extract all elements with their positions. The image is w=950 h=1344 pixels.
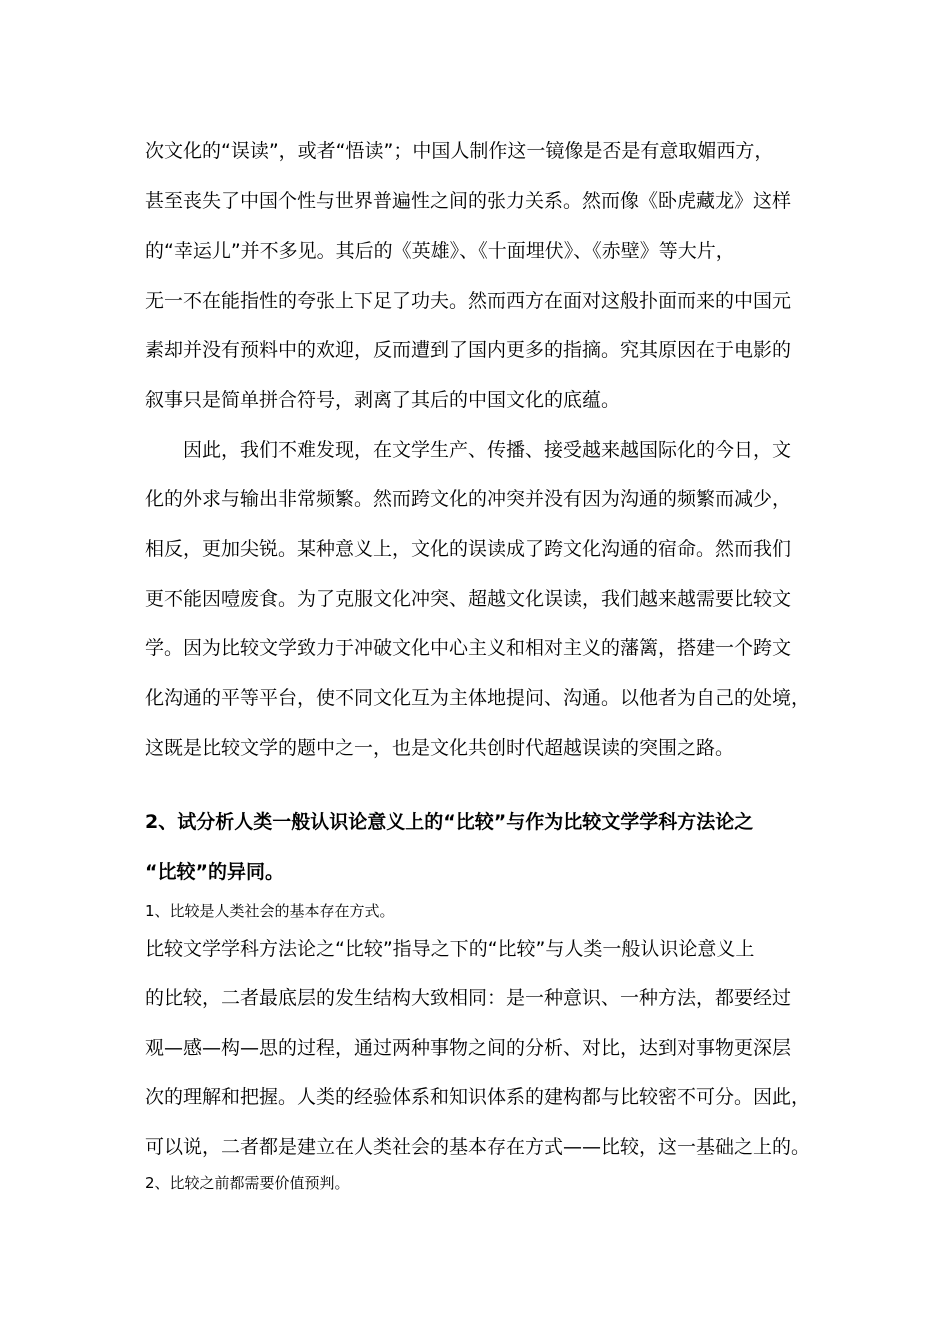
text-line: 甚至丧失了中国个性与世界普遍性之间的张力关系。然而像《卧虎藏龙》这样: [145, 190, 792, 212]
text-line: 更不能因噎废食。为了克服文化冲突、超越文化误读，我们越来越需要比较文: [145, 588, 792, 610]
text-line: 的“幸运儿”并不多见。其后的《英雄》、《十面埋伏》、《赤壁》等大片，: [145, 240, 735, 262]
text-line: 相反，更加尖锐。某种意义上，文化的误读成了跨文化沟通的宿命。然而我们: [145, 538, 792, 560]
text-line: 化的外求与输出非常频繁。然而跨文化的冲突并没有因为沟通的频繁而减少，: [145, 488, 792, 510]
text-line: 次文化的“误读”，或者“悟读”；中国人制作这一镜像是否是有意取媚西方，: [145, 140, 774, 162]
text-line: 无一不在能指性的夸张上下足了功夫。然而西方在面对这般扑面而来的中国元: [145, 290, 792, 312]
text-line: 的比较，二者最底层的发生结构大致相同：是一种意识、一种方法，都要经过: [145, 987, 792, 1009]
text-line: 素却并没有预料中的欢迎，反而遭到了国内更多的指摘。究其原因在于电影的: [145, 339, 792, 361]
text-line: 这既是比较文学的题中之一，也是文化共创时代超越误读的突围之路。: [145, 737, 735, 759]
text-line: 比较文学学科方法论之“比较”指导之下的“比较”与人类一般认识论意义上: [145, 938, 755, 960]
question-line: “比较”的异同。: [145, 861, 284, 883]
text-line: 观—感—构—思的过程，通过两种事物之间的分析、对比，达到对事物更深层: [145, 1037, 792, 1059]
text-line: 化沟通的平等平台，使不同文化互为主体地提问、沟通。以他者为自己的处境，: [145, 687, 811, 709]
text-line: 因此，我们不难发现，在文学生产、传播、接受越来越国际化的今日，文: [183, 439, 792, 461]
text-line: 学。因为比较文学致力于冲破文化中心主义和相对主义的藩篱，搭建一个跨文: [145, 637, 792, 659]
question-line: 2、试分析人类一般认识论意义上的“比较”与作为比较文学学科方法论之: [145, 811, 754, 833]
point-2-heading: 2、比较之前都需要价值预判。: [145, 1174, 350, 1192]
text-line: 次的理解和把握。人类的经验体系和知识体系的建构都与比较密不可分。因此，: [145, 1086, 811, 1108]
text-line: 可以说，二者都是建立在人类社会的基本存在方式——比较，这一基础之上的。: [145, 1136, 811, 1158]
text-line: 叙事只是简单拼合符号，剥离了其后的中国文化的底蕴。: [145, 389, 621, 411]
point-1-heading: 1、比较是人类社会的基本存在方式。: [145, 902, 395, 920]
